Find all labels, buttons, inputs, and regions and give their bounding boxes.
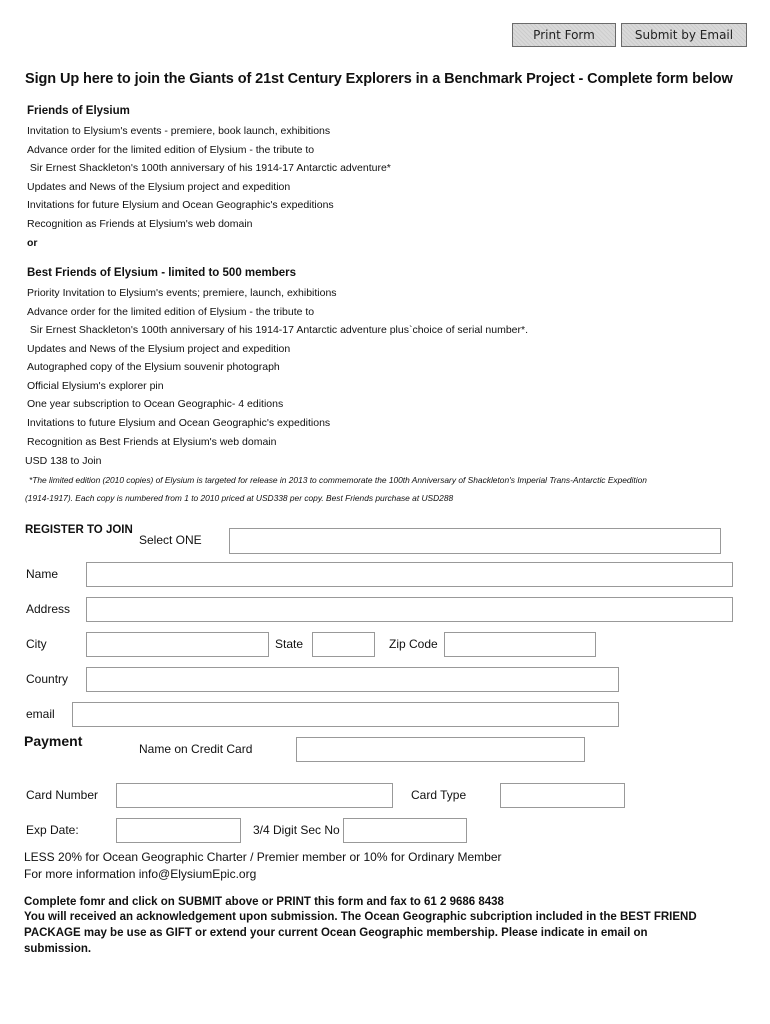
address-input[interactable]: [86, 597, 733, 622]
card-number-input[interactable]: [116, 783, 393, 808]
best-friends-item: Invitations to future Elysium and Ocean Geographic's expeditions: [27, 417, 331, 429]
form-title: Sign Up here to join the Giants of 21st Century Explorers in a Benchmark Project - Complete form below: [25, 71, 733, 87]
submit-by-email-button[interactable]: Submit by Email: [621, 23, 747, 47]
best-friends-item: One year subscription to Ocean Geographic- 4 editions: [27, 398, 284, 410]
best-friends-item: Recognition as Best Friends at Elysium's web domain: [27, 436, 277, 448]
best-friends-item: Updates and News of the Elysium project and expedition: [27, 343, 291, 355]
best-friends-item: Sir Ernest Shackleton's 100th anniversary of his 1914-17 Antarctic adventure plus`choice of serial number*.: [27, 324, 529, 336]
zip-code-input[interactable]: [444, 632, 596, 657]
email-input[interactable]: [72, 702, 619, 727]
friends-item: Invitation to Elysium's events - premiere, book launch, exhibitions: [27, 125, 331, 137]
friends-item: Advance order for the limited edition of Elysium - the tribute to: [27, 144, 315, 156]
print-form-button[interactable]: Print Form: [512, 23, 616, 47]
discount-note: LESS 20% for Ocean Geographic Charter / Premier member or 10% for Ordinary Member: [24, 850, 502, 864]
payment-heading: Payment: [24, 733, 83, 749]
membership-select[interactable]: [229, 528, 721, 554]
city-input[interactable]: [86, 632, 269, 657]
country-input[interactable]: [86, 667, 619, 692]
address-label: Address: [26, 602, 71, 616]
best-friends-item: Autographed copy of the Elysium souvenir photograph: [27, 361, 280, 373]
best-friends-item: Advance order for the limited edition of Elysium - the tribute to: [27, 306, 315, 318]
friends-item: Invitations for future Elysium and Ocean Geographic's expeditions: [27, 199, 334, 211]
country-label: Country: [26, 672, 69, 686]
city-label: City: [26, 637, 47, 651]
footnote-line-1: *The limited edition (2010 copies) of Elysium is targeted for release in 2013 to commemorate the 100th Anniversary of Shackleton's Imperial Trans-Antarctic Expedition: [29, 475, 647, 485]
name-label: Name: [26, 567, 59, 581]
security-number-input[interactable]: [343, 818, 467, 843]
name-on-card-label: Name on Credit Card: [139, 742, 253, 756]
name-on-card-input[interactable]: [296, 737, 585, 762]
more-info-note: For more information info@ElysiumEpic.org: [24, 867, 257, 881]
card-type-label: Card Type: [411, 788, 467, 802]
instructions-line-2: You will received an acknowledgement upon submission. The Ocean Geographic subcription included in the BEST FRIEND: [24, 911, 697, 923]
instructions-line-4: submission.: [24, 943, 92, 955]
friends-item: Sir Ernest Shackleton's 100th anniversary of his 1914-17 Antarctic adventure*: [27, 162, 391, 174]
footnote-line-2: (1914-1917). Each copy is numbered from 1 to 2010 priced at USD338 per copy. Best Friends purchase at USD288: [25, 493, 454, 503]
friends-item: Recognition as Friends at Elysium's web domain: [27, 218, 253, 230]
best-friends-item: Official Elysium's explorer pin: [27, 380, 164, 392]
zip-code-label: Zip Code: [389, 637, 438, 651]
email-label: email: [26, 707, 55, 721]
best-friends-heading: Best Friends of Elysium - limited to 500 members: [27, 267, 297, 279]
state-label: State: [275, 637, 304, 651]
select-one-label: Select ONE: [139, 533, 202, 547]
best-friends-item: Priority Invitation to Elysium's events; premiere, launch, exhibitions: [27, 287, 337, 299]
instructions-line-1: Complete fomr and click on SUBMIT above or PRINT this form and fax to 61 2 9686 8438: [24, 896, 504, 908]
register-heading: REGISTER TO JOIN: [25, 524, 133, 536]
membership-price: USD 138 to Join: [25, 455, 102, 467]
state-input[interactable]: [312, 632, 375, 657]
instructions-line-3: PACKAGE may be use as GIFT or extend your current Ocean Geographic membership. Please indicate in email on: [24, 927, 648, 939]
or-separator: or: [27, 237, 38, 249]
friends-item: Updates and News of the Elysium project and expedition: [27, 181, 291, 193]
name-input[interactable]: [86, 562, 733, 587]
card-type-input[interactable]: [500, 783, 625, 808]
friends-heading: Friends of Elysium: [27, 105, 130, 117]
security-number-label: 3/4 Digit Sec No: [253, 823, 340, 837]
exp-date-label: Exp Date:: [26, 823, 79, 837]
exp-date-input[interactable]: [116, 818, 241, 843]
card-number-label: Card Number: [26, 788, 99, 802]
